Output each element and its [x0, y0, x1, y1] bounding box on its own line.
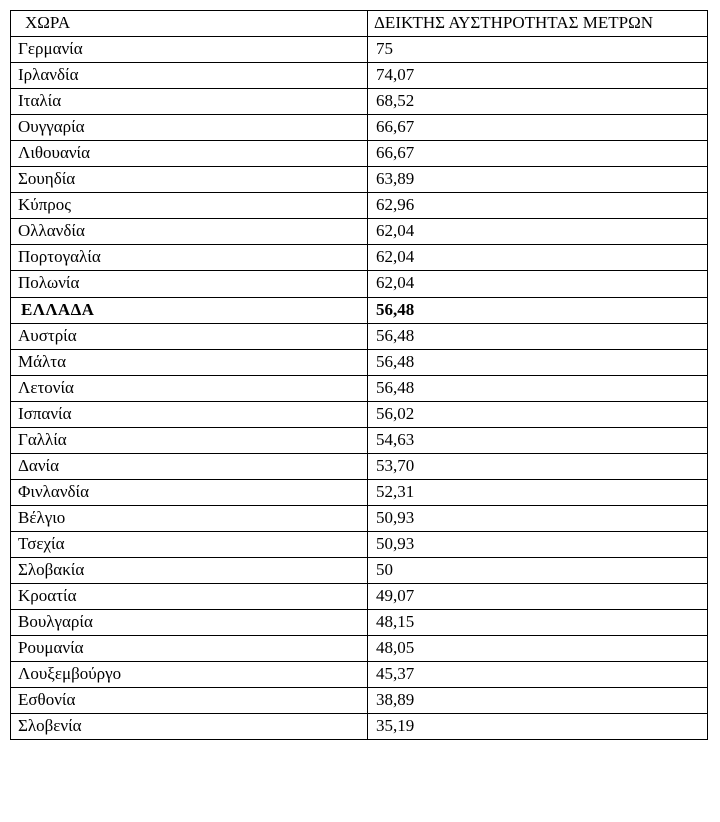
table-row [11, 89, 708, 115]
cell-country: Σουηδία [11, 167, 368, 193]
cell-country: Λετονία [11, 375, 368, 401]
cell-value: 38,89 [368, 688, 708, 714]
cell-value: 49,07 [368, 584, 708, 610]
table-row [11, 688, 708, 714]
table-body [11, 37, 708, 740]
cell-value: 45,37 [368, 662, 708, 688]
cell-value: 66,67 [368, 115, 708, 141]
cell-country: Ιταλία [11, 89, 368, 115]
column-header-country: ΧΩΡΑ [11, 11, 368, 37]
table-header [11, 11, 708, 37]
table-row [11, 37, 708, 63]
table-row [11, 245, 708, 271]
cell-value: 56,48 [368, 323, 708, 349]
column-header-value: ΔΕΙΚΤΗΣ ΑΥΣΤΗΡΟΤΗΤΑΣ ΜΕΤΡΩΝ [368, 11, 708, 37]
cell-value: 62,04 [368, 219, 708, 245]
cell-value: 56,48 [368, 297, 708, 323]
cell-country: Δανία [11, 453, 368, 479]
table-row [11, 297, 708, 323]
cell-country: Ιρλανδία [11, 63, 368, 89]
cell-country: ΕΛΛΑΔΑ [11, 297, 368, 323]
table-row [11, 584, 708, 610]
cell-value: 75 [368, 37, 708, 63]
cell-country: Τσεχία [11, 531, 368, 557]
cell-country: Ισπανία [11, 401, 368, 427]
cell-country: Ολλανδία [11, 219, 368, 245]
table-row [11, 557, 708, 583]
cell-value: 48,05 [368, 636, 708, 662]
cell-value: 48,15 [368, 610, 708, 636]
table-row [11, 193, 708, 219]
cell-country: Λιθουανία [11, 141, 368, 167]
cell-value: 62,96 [368, 193, 708, 219]
cell-country: Ρουμανία [11, 636, 368, 662]
cell-country: Πολωνία [11, 271, 368, 297]
cell-value: 50,93 [368, 531, 708, 557]
cell-country: Μάλτα [11, 349, 368, 375]
cell-value: 68,52 [368, 89, 708, 115]
table-row [11, 531, 708, 557]
cell-value: 56,02 [368, 401, 708, 427]
cell-country: Αυστρία [11, 323, 368, 349]
cell-country: Ουγγαρία [11, 115, 368, 141]
table-row [11, 401, 708, 427]
cell-country: Εσθονία [11, 688, 368, 714]
table-header-row [11, 11, 708, 37]
cell-country: Σλοβακία [11, 557, 368, 583]
cell-country: Βουλγαρία [11, 610, 368, 636]
table-row [11, 219, 708, 245]
cell-country: Βέλγιο [11, 505, 368, 531]
table-row [11, 323, 708, 349]
table-row [11, 505, 708, 531]
cell-value: 35,19 [368, 714, 708, 740]
table-row [11, 662, 708, 688]
table-row [11, 115, 708, 141]
cell-country: Λουξεμβούργο [11, 662, 368, 688]
table-row [11, 636, 708, 662]
cell-country: Κροατία [11, 584, 368, 610]
table-row [11, 349, 708, 375]
cell-value: 56,48 [368, 375, 708, 401]
table-row [11, 63, 708, 89]
table-row [11, 141, 708, 167]
table-row [11, 610, 708, 636]
table-row [11, 375, 708, 401]
cell-value: 63,89 [368, 167, 708, 193]
cell-country: Κύπρος [11, 193, 368, 219]
cell-value: 66,67 [368, 141, 708, 167]
cell-country: Γερμανία [11, 37, 368, 63]
cell-value: 62,04 [368, 245, 708, 271]
cell-value: 54,63 [368, 427, 708, 453]
table-row [11, 167, 708, 193]
cell-country: Πορτογαλία [11, 245, 368, 271]
table-row [11, 427, 708, 453]
table-row [11, 271, 708, 297]
table-row [11, 714, 708, 740]
cell-value: 74,07 [368, 63, 708, 89]
table-row [11, 479, 708, 505]
cell-value: 62,04 [368, 271, 708, 297]
cell-country: Σλοβενία [11, 714, 368, 740]
cell-value: 52,31 [368, 479, 708, 505]
cell-country: Γαλλία [11, 427, 368, 453]
cell-value: 56,48 [368, 349, 708, 375]
stringency-index-table [10, 10, 708, 740]
cell-value: 50 [368, 557, 708, 583]
cell-country: Φινλανδία [11, 479, 368, 505]
cell-value: 50,93 [368, 505, 708, 531]
cell-value: 53,70 [368, 453, 708, 479]
table-row [11, 453, 708, 479]
